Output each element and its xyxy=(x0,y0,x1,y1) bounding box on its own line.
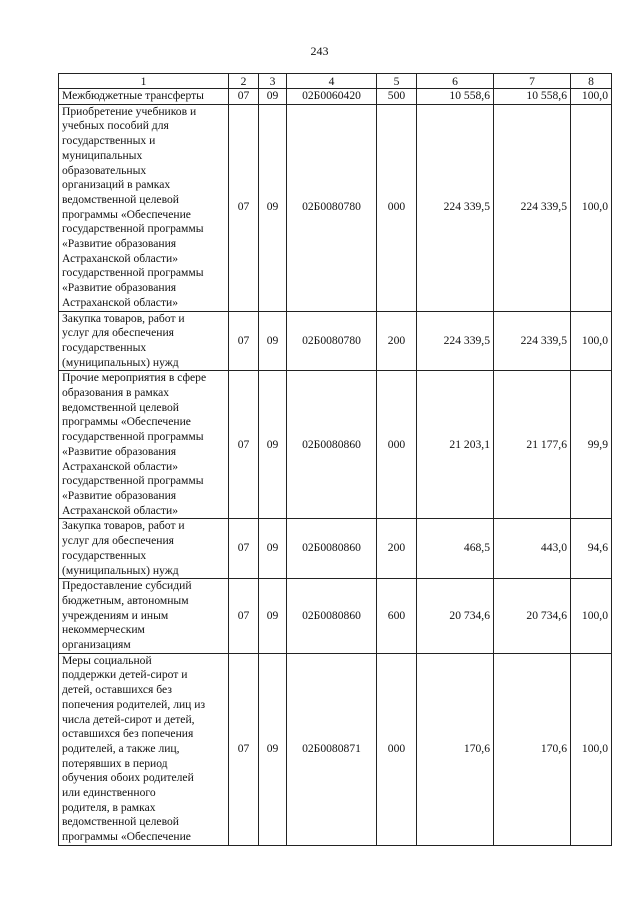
execution-percent-cell: 100,0 xyxy=(571,653,612,845)
target-article-cell: 02Б0080780 xyxy=(287,311,377,371)
subsection-code-cell: 09 xyxy=(259,371,287,519)
section-code-cell: 07 xyxy=(229,311,259,371)
expense-type-cell: 500 xyxy=(377,89,417,105)
column-header: 7 xyxy=(494,74,571,89)
section-code-cell: 07 xyxy=(229,579,259,654)
planned-amount-cell: 224 339,5 xyxy=(417,104,494,311)
subsection-code-cell: 09 xyxy=(259,311,287,371)
execution-percent-cell: 99,9 xyxy=(571,371,612,519)
target-article-cell: 02Б0080780 xyxy=(287,104,377,311)
row-name-cell: Межбюджетные трансферты xyxy=(59,89,229,105)
row-name-cell: Прочие мероприятия в сфере образования в рамках ведомственной целевой программы «Обеспечение государственной программы «Развитие образования Астраханской области» государственной программы «Развитие образования Астраханской области» xyxy=(59,371,229,519)
planned-amount-cell: 170,6 xyxy=(417,653,494,845)
subsection-code-cell: 09 xyxy=(259,579,287,654)
table-row xyxy=(59,653,612,845)
table-header-row xyxy=(59,74,612,89)
subsection-code-cell: 09 xyxy=(259,519,287,579)
table-row xyxy=(59,311,612,371)
expense-type-cell: 000 xyxy=(377,653,417,845)
expense-type-cell: 200 xyxy=(377,311,417,371)
execution-percent-cell: 100,0 xyxy=(571,311,612,371)
column-header: 8 xyxy=(571,74,612,89)
section-code-cell: 07 xyxy=(229,519,259,579)
subsection-code-cell: 09 xyxy=(259,653,287,845)
table-row xyxy=(59,579,612,654)
subsection-code-cell: 09 xyxy=(259,89,287,105)
planned-amount-cell: 10 558,6 xyxy=(417,89,494,105)
target-article-cell: 02Б0080871 xyxy=(287,653,377,845)
column-header: 4 xyxy=(287,74,377,89)
execution-percent-cell: 94,6 xyxy=(571,519,612,579)
row-name-cell: Меры социальной поддержки детей-сирот и детей, оставшихся без попечения родителей, лиц из числа детей-сирот и детей, оставшихся без попечения родителей, а также лиц, потерявших в период обучения обоих родителей или единственного родителя, в рамках ведомственной целевой программы «Обеспечение xyxy=(59,653,229,845)
execution-percent-cell: 100,0 xyxy=(571,89,612,105)
executed-amount-cell: 10 558,6 xyxy=(494,89,571,105)
planned-amount-cell: 468,5 xyxy=(417,519,494,579)
section-code-cell: 07 xyxy=(229,104,259,311)
section-code-cell: 07 xyxy=(229,371,259,519)
executed-amount-cell: 20 734,6 xyxy=(494,579,571,654)
row-name-cell: Закупка товаров, работ и услуг для обеспечения государственных (муниципальных) нужд xyxy=(59,311,229,371)
target-article-cell: 02Б0080860 xyxy=(287,519,377,579)
expense-type-cell: 200 xyxy=(377,519,417,579)
expense-type-cell: 000 xyxy=(377,104,417,311)
column-header: 6 xyxy=(417,74,494,89)
table-row xyxy=(59,89,612,105)
column-header: 1 xyxy=(59,74,229,89)
table-row xyxy=(59,519,612,579)
row-name-cell: Закупка товаров, работ и услуг для обеспечения государственных (муниципальных) нужд xyxy=(59,519,229,579)
planned-amount-cell: 21 203,1 xyxy=(417,371,494,519)
column-header: 2 xyxy=(229,74,259,89)
executed-amount-cell: 224 339,5 xyxy=(494,311,571,371)
subsection-code-cell: 09 xyxy=(259,104,287,311)
section-code-cell: 07 xyxy=(229,89,259,105)
target-article-cell: 02Б0080860 xyxy=(287,371,377,519)
column-header: 5 xyxy=(377,74,417,89)
executed-amount-cell: 21 177,6 xyxy=(494,371,571,519)
table-row xyxy=(59,371,612,519)
execution-percent-cell: 100,0 xyxy=(571,104,612,311)
row-name-cell: Предоставление субсидий бюджетным, автономным учреждениям и иным некоммерческим организациям xyxy=(59,579,229,654)
planned-amount-cell: 224 339,5 xyxy=(417,311,494,371)
budget-table xyxy=(58,73,612,846)
target-article-cell: 02Б0060420 xyxy=(287,89,377,105)
executed-amount-cell: 443,0 xyxy=(494,519,571,579)
column-header: 3 xyxy=(259,74,287,89)
target-article-cell: 02Б0080860 xyxy=(287,579,377,654)
expense-type-cell: 600 xyxy=(377,579,417,654)
page-number: 243 xyxy=(310,44,329,58)
execution-percent-cell: 100,0 xyxy=(571,579,612,654)
executed-amount-cell: 170,6 xyxy=(494,653,571,845)
planned-amount-cell: 20 734,6 xyxy=(417,579,494,654)
row-name-cell: Приобретение учебников и учебных пособий для государственных и муниципальных образовательных организаций в рамках ведомственной целевой программы «Обеспечение государственной программы «Развитие образования Астраханской области» государственной программы «Развитие образования Астраханской области» xyxy=(59,104,229,311)
table-row xyxy=(59,104,612,311)
executed-amount-cell: 224 339,5 xyxy=(494,104,571,311)
section-code-cell: 07 xyxy=(229,653,259,845)
expense-type-cell: 000 xyxy=(377,371,417,519)
